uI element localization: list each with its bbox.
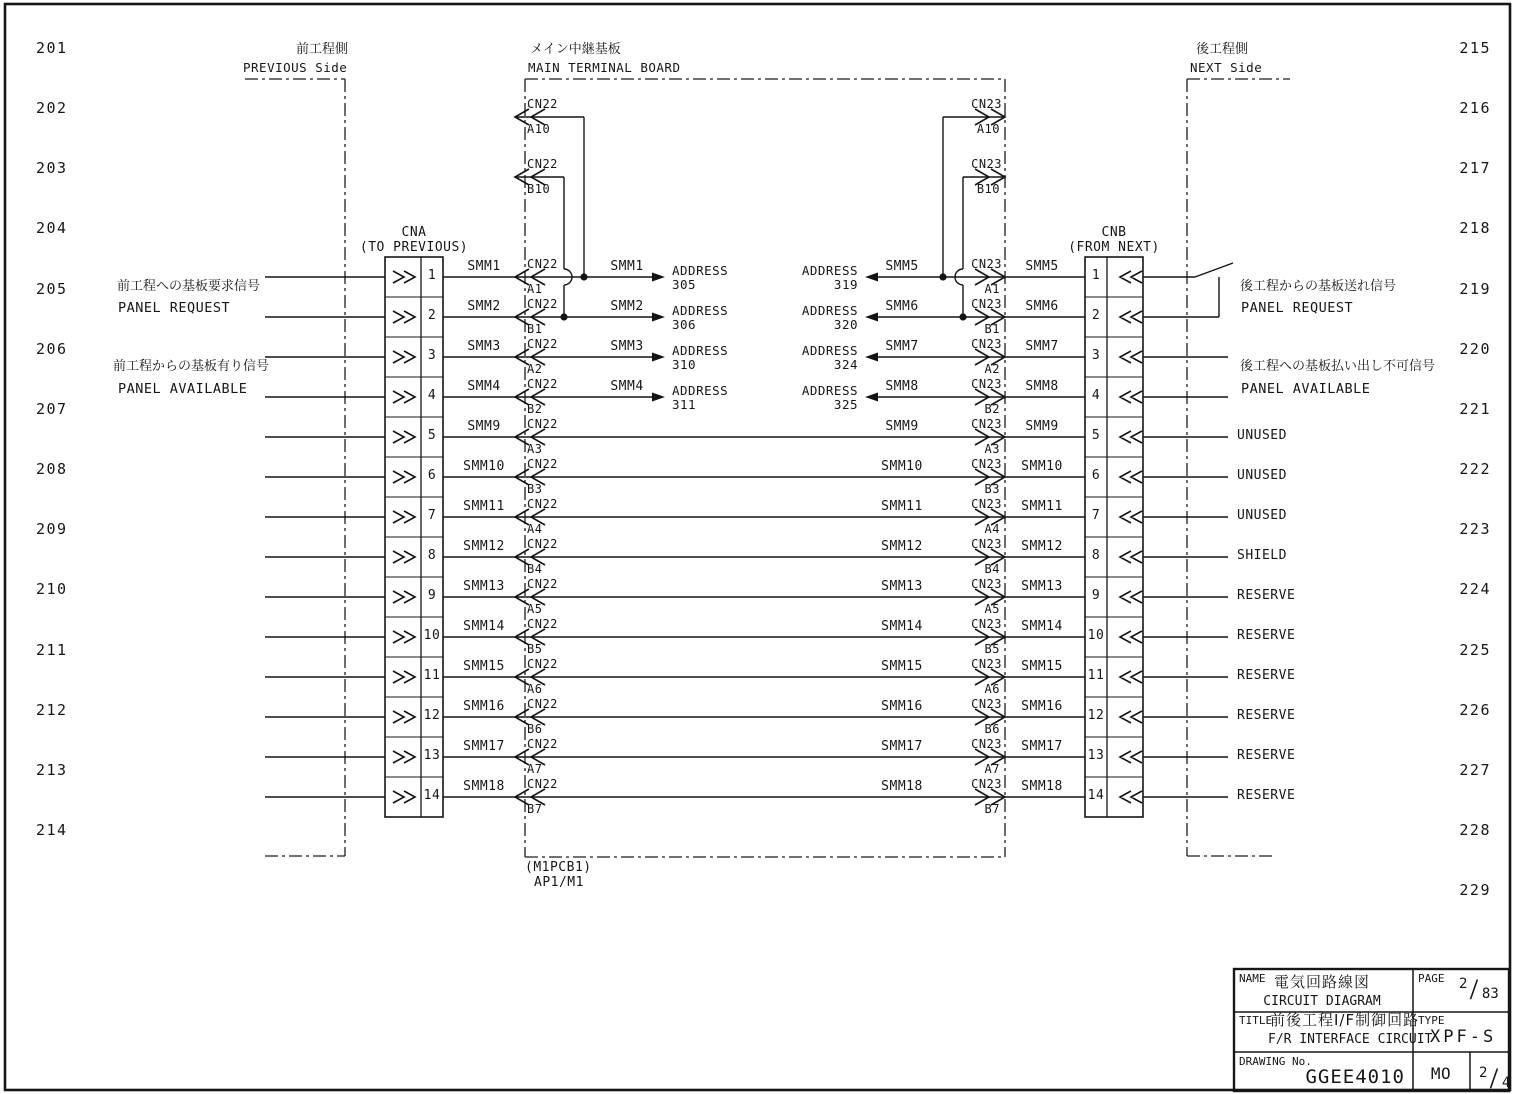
signal-name: SMM13 — [1021, 579, 1063, 594]
left-margin-line-number: 214 — [36, 820, 68, 839]
connector-pin: A1 — [984, 282, 1000, 296]
connector-pin: A6 — [527, 682, 543, 696]
right-signal-1-jp: 後工程からの基板送れ信号 — [1240, 279, 1397, 294]
cnb-pin-number: 14 — [1087, 788, 1105, 803]
left-margin-line-number: 206 — [36, 339, 68, 358]
signal-name: SMM6 — [1025, 299, 1059, 314]
address-value: 320 — [833, 317, 858, 332]
left-margin-line-number: 210 — [36, 580, 68, 599]
signal-name: SMM13 — [463, 579, 505, 594]
zone-boundary-lines — [245, 79, 1290, 857]
cna-pin-number: 1 — [427, 268, 437, 283]
left-signal-1-en: PANEL REQUEST — [118, 300, 231, 316]
connector-pin: A7 — [527, 762, 543, 776]
signal-name: SMM12 — [463, 539, 505, 554]
left-margin-line-number: 204 — [36, 219, 68, 238]
signal-name: SMM9 — [1025, 419, 1059, 434]
title-label: TITLE — [1239, 1014, 1273, 1027]
spare-line-label: RESERVE — [1237, 748, 1296, 763]
connector-pin: B3 — [527, 482, 543, 496]
connector-ref: CN22 — [527, 777, 558, 791]
cnb-pin-number: 5 — [1091, 428, 1101, 443]
connector-pin: B1 — [527, 322, 543, 336]
connector-ref: CN23 — [971, 577, 1002, 591]
signal-name: SMM9 — [467, 419, 501, 434]
previous-side-label-en: PREVIOUS Side — [243, 60, 348, 75]
right-margin-line-number: 228 — [1459, 820, 1491, 839]
type-value: XPF-S — [1430, 1027, 1497, 1047]
connector-ref: CN22 — [527, 457, 558, 471]
spare-line-label: UNUSED — [1237, 428, 1287, 443]
signal-name: SMM2 — [610, 299, 644, 314]
spare-line-label: RESERVE — [1237, 788, 1296, 803]
right-margin-line-number: 218 — [1459, 219, 1491, 238]
left-signal-2-jp: 前工程からの基板有り信号 — [113, 359, 270, 374]
connector-ref: CN23 — [971, 777, 1002, 791]
connector-ref: CN23 — [971, 417, 1002, 431]
signal-name: SMM10 — [1021, 459, 1063, 474]
signal-name: SMM18 — [881, 779, 923, 794]
connector-pin: B5 — [527, 642, 543, 656]
right-margin-line-number: 220 — [1459, 339, 1491, 358]
stub-connector-label: CN23 — [971, 157, 1002, 171]
connector-ref: CN22 — [527, 297, 558, 311]
connector-ref: CN22 — [527, 377, 558, 391]
cna-pin-number: 9 — [427, 588, 437, 603]
connector-cna-name: CNA — [401, 225, 427, 240]
right-margin-line-number: 227 — [1459, 760, 1491, 779]
left-margin-line-number: 201 — [36, 39, 68, 57]
cnb-pin-number: 1 — [1091, 268, 1101, 283]
connector-pin: A2 — [527, 362, 543, 376]
right-margin-line-number: 222 — [1459, 460, 1491, 479]
connector-ref: CN23 — [971, 497, 1002, 511]
page-number — [1459, 977, 1499, 1002]
address-word: ADDRESS — [801, 383, 858, 398]
right-margin-line-number: 219 — [1459, 279, 1491, 298]
right-margin-line-number: 223 — [1459, 520, 1491, 539]
signal-name: SMM15 — [463, 659, 505, 674]
spare-line-label: RESERVE — [1237, 628, 1296, 643]
drawing-title-en: F/R INTERFACE CIRCUIT — [1268, 1032, 1433, 1047]
main-terminal-board-label-jp: メイン中継基板 — [530, 42, 621, 57]
stub-pin-label: A10 — [976, 122, 1000, 136]
connector-cnb-name: CNB — [1101, 225, 1127, 240]
signal-name: SMM16 — [463, 699, 505, 714]
cnb-pin-number: 13 — [1087, 748, 1105, 763]
connector-pin: A5 — [984, 602, 1000, 616]
cnb-pin-number: 3 — [1091, 348, 1101, 363]
signal-name: SMM3 — [467, 339, 501, 354]
page-slash: / — [1469, 975, 1481, 1003]
signal-name: SMM18 — [463, 779, 505, 794]
spare-line-label: UNUSED — [1237, 508, 1287, 523]
right-margin-line-number: 217 — [1459, 159, 1491, 178]
connector-pin: A3 — [527, 442, 543, 456]
signal-name: SMM15 — [1021, 659, 1063, 674]
signal-name: SMM11 — [1021, 499, 1063, 514]
cna-pin-number: 11 — [423, 668, 441, 683]
signal-name: SMM15 — [881, 659, 923, 674]
signal-name: SMM4 — [467, 379, 501, 394]
connector-cnb-sub: (FROM NEXT) — [1068, 240, 1160, 255]
connector-pin: B2 — [984, 402, 1000, 416]
sheet-number — [1479, 1066, 1510, 1091]
revision-code: MO — [1430, 1064, 1452, 1083]
signal-name: SMM17 — [463, 739, 505, 754]
drawing-title-jp: 前後工程I/F制御回路 — [1270, 1011, 1420, 1029]
cna-pin-number: 10 — [423, 628, 441, 643]
signal-name: SMM1 — [610, 259, 644, 274]
connector-pin: A6 — [984, 682, 1000, 696]
left-margin-line-number: 211 — [36, 640, 68, 659]
address-value: 305 — [672, 277, 697, 292]
left-margin-line-number: 208 — [36, 460, 68, 479]
sheet-total: 4 — [1501, 1075, 1511, 1092]
board-designator-1: (M1PCB1) — [525, 860, 592, 875]
address-value: 306 — [672, 317, 697, 332]
connector-ref: CN23 — [971, 697, 1002, 711]
signal-name: SMM5 — [1025, 259, 1059, 274]
board-designator-2: AP1/M1 — [534, 875, 584, 890]
connector-pin: B5 — [984, 642, 1000, 656]
right-signal-2-en: PANEL AVAILABLE — [1241, 381, 1371, 397]
connector-pin: A1 — [527, 282, 543, 296]
cnb-pin-number: 7 — [1091, 508, 1101, 523]
signal-name: SMM4 — [610, 379, 644, 394]
signal-name: SMM9 — [885, 419, 919, 434]
cnb-pin-number: 2 — [1091, 308, 1101, 323]
signal-name: SMM16 — [1021, 699, 1063, 714]
connector-pin: B7 — [527, 802, 543, 816]
address-word: ADDRESS — [672, 263, 729, 278]
signal-name: SMM17 — [1021, 739, 1063, 754]
drawing-no-label: DRAWING No. — [1239, 1055, 1312, 1068]
signal-name: SMM7 — [1025, 339, 1059, 354]
signal-name: SMM12 — [881, 539, 923, 554]
signal-name: SMM8 — [885, 379, 919, 394]
connector-pin: B4 — [527, 562, 543, 576]
right-margin-line-number: 229 — [1459, 881, 1491, 900]
drawing-no-value: GGEE4010 — [1305, 1066, 1405, 1088]
left-margin-line-number: 203 — [36, 159, 68, 178]
signal-name: SMM3 — [610, 339, 644, 354]
sheet-no: 2 — [1479, 1065, 1488, 1082]
connector-ref: CN22 — [527, 697, 558, 711]
connector-pin: B2 — [527, 402, 543, 416]
left-margin-line-number: 213 — [36, 760, 68, 779]
cna-pin-number: 14 — [423, 788, 441, 803]
connector-ref: CN23 — [971, 377, 1002, 391]
signal-name: SMM1 — [467, 259, 501, 274]
stub-pin-label: B10 — [976, 182, 1000, 196]
drawing-name-jp: 電気回路線図 — [1273, 973, 1371, 991]
signal-name: SMM10 — [881, 459, 923, 474]
connector-ref: CN22 — [527, 257, 558, 271]
connector-ref: CN23 — [971, 737, 1002, 751]
signal-name: SMM10 — [463, 459, 505, 474]
connector-cna-sub: (TO PREVIOUS) — [359, 240, 469, 255]
signal-name: SMM5 — [885, 259, 919, 274]
cna-pin-number: 6 — [427, 468, 437, 483]
stub-connector-label: CN22 — [527, 97, 558, 111]
connector-pin: B7 — [984, 802, 1000, 816]
cnb-pin-number: 10 — [1087, 628, 1105, 643]
address-value: 325 — [833, 397, 858, 412]
signal-name: SMM7 — [885, 339, 919, 354]
page-no: 2 — [1459, 976, 1468, 993]
left-signal-1-jp: 前工程への基板要求信号 — [117, 279, 261, 294]
cna-pin-number: 7 — [427, 508, 437, 523]
next-side-label-jp: 後工程側 — [1196, 42, 1249, 57]
connector-ref: CN22 — [527, 657, 558, 671]
connector-ref: CN22 — [527, 617, 558, 631]
right-margin-line-number: 216 — [1459, 99, 1491, 118]
address-word: ADDRESS — [801, 343, 858, 358]
connector-pin: B6 — [984, 722, 1000, 736]
left-margin-line-number: 209 — [36, 520, 68, 539]
connector-ref: CN23 — [971, 657, 1002, 671]
signal-name: SMM11 — [463, 499, 505, 514]
cna-pin-number: 8 — [427, 548, 437, 563]
cnb-pin-number: 12 — [1087, 708, 1105, 723]
spare-line-label: UNUSED — [1237, 468, 1287, 483]
address-word: ADDRESS — [672, 343, 729, 358]
signal-name: SMM18 — [1021, 779, 1063, 794]
connector-ref: CN23 — [971, 537, 1002, 551]
connector-ref: CN22 — [527, 737, 558, 751]
cna-pin-number: 4 — [427, 388, 437, 403]
connector-ref: CN23 — [971, 617, 1002, 631]
address-word: ADDRESS — [801, 263, 858, 278]
address-word: ADDRESS — [672, 383, 729, 398]
signal-name: SMM8 — [1025, 379, 1059, 394]
address-value: 319 — [833, 277, 858, 292]
address-value: 311 — [672, 397, 697, 412]
connector-pin: A3 — [984, 442, 1000, 456]
cnb-pin-number: 11 — [1087, 668, 1105, 683]
spare-line-label: SHIELD — [1237, 548, 1287, 563]
right-signal-1-en: PANEL REQUEST — [1241, 300, 1354, 316]
cna-pin-number: 5 — [427, 428, 437, 443]
next-side-label-en: NEXT Side — [1190, 60, 1263, 75]
cnb-pin-number: 8 — [1091, 548, 1101, 563]
right-margin-line-number: 224 — [1459, 580, 1491, 599]
signal-name: SMM14 — [463, 619, 505, 634]
address-word: ADDRESS — [801, 303, 858, 318]
stub-pin-label: A10 — [527, 122, 551, 136]
type-label: TYPE — [1418, 1014, 1445, 1027]
connector-pin: B3 — [984, 482, 1000, 496]
signal-name: SMM16 — [881, 699, 923, 714]
cna-pin-number: 2 — [427, 308, 437, 323]
signal-name: SMM14 — [881, 619, 923, 634]
cna-pin-number: 3 — [427, 348, 437, 363]
cnb-pin-number: 9 — [1091, 588, 1101, 603]
right-margin-line-number: 215 — [1459, 39, 1491, 57]
address-value: 324 — [833, 357, 858, 372]
connector-ref: CN23 — [971, 297, 1002, 311]
stub-connector-label: CN22 — [527, 157, 558, 171]
main-terminal-board-label-en: MAIN TERMINAL BOARD — [528, 60, 681, 75]
spare-line-label: RESERVE — [1237, 668, 1296, 683]
title-block-name-label: NAME — [1239, 972, 1266, 985]
connector-ref: CN22 — [527, 497, 558, 511]
connector-pin: A4 — [527, 522, 543, 536]
signal-name: SMM6 — [885, 299, 919, 314]
address-word: ADDRESS — [672, 303, 729, 318]
right-signal-2-jp: 後工程への基板払い出し不可信号 — [1240, 359, 1436, 374]
cnb-pin-number: 4 — [1091, 388, 1101, 403]
page-label: PAGE — [1418, 972, 1445, 985]
previous-side-label-jp: 前工程側 — [296, 42, 349, 57]
spare-line-label: RESERVE — [1237, 588, 1296, 603]
connector-pin: A2 — [984, 362, 1000, 376]
connector-ref: CN23 — [971, 457, 1002, 471]
left-margin-line-number: 205 — [36, 279, 68, 298]
cnb-pin-number: 6 — [1091, 468, 1101, 483]
signal-name: SMM11 — [881, 499, 923, 514]
connector-pin: B4 — [984, 562, 1000, 576]
connector-pin: B6 — [527, 722, 543, 736]
signal-name: SMM12 — [1021, 539, 1063, 554]
address-value: 310 — [672, 357, 697, 372]
page-total: 83 — [1481, 986, 1499, 1003]
connector-ref: CN22 — [527, 537, 558, 551]
sheet-slash: / — [1489, 1064, 1501, 1092]
drawing-name-en: CIRCUIT DIAGRAM — [1263, 994, 1381, 1009]
connector-ref: CN23 — [971, 337, 1002, 351]
right-margin-line-number: 221 — [1459, 399, 1491, 418]
connector-pin: A7 — [984, 762, 1000, 776]
spare-line-label: RESERVE — [1237, 708, 1296, 723]
stub-connector-label: CN23 — [971, 97, 1002, 111]
left-margin-line-number: 212 — [36, 700, 68, 719]
connector-pin: A5 — [527, 602, 543, 616]
right-margin-line-number: 225 — [1459, 640, 1491, 659]
connector-ref: CN22 — [527, 337, 558, 351]
stub-pin-label: B10 — [527, 182, 551, 196]
connector-pin: A4 — [984, 522, 1000, 536]
cna-pin-number: 13 — [423, 748, 441, 763]
signal-name: SMM14 — [1021, 619, 1063, 634]
connector-ref: CN22 — [527, 577, 558, 591]
connector-pin: B1 — [984, 322, 1000, 336]
right-margin-line-number: 226 — [1459, 700, 1491, 719]
cna-pin-number: 12 — [423, 708, 441, 723]
left-signal-2-en: PANEL AVAILABLE — [118, 381, 248, 397]
connector-ref: CN23 — [971, 257, 1002, 271]
connector-ref: CN22 — [527, 417, 558, 431]
left-margin-line-number: 202 — [36, 99, 68, 118]
signal-name: SMM13 — [881, 579, 923, 594]
signal-name: SMM17 — [881, 739, 923, 754]
left-margin-line-number: 207 — [36, 399, 68, 418]
signal-name: SMM2 — [467, 299, 501, 314]
